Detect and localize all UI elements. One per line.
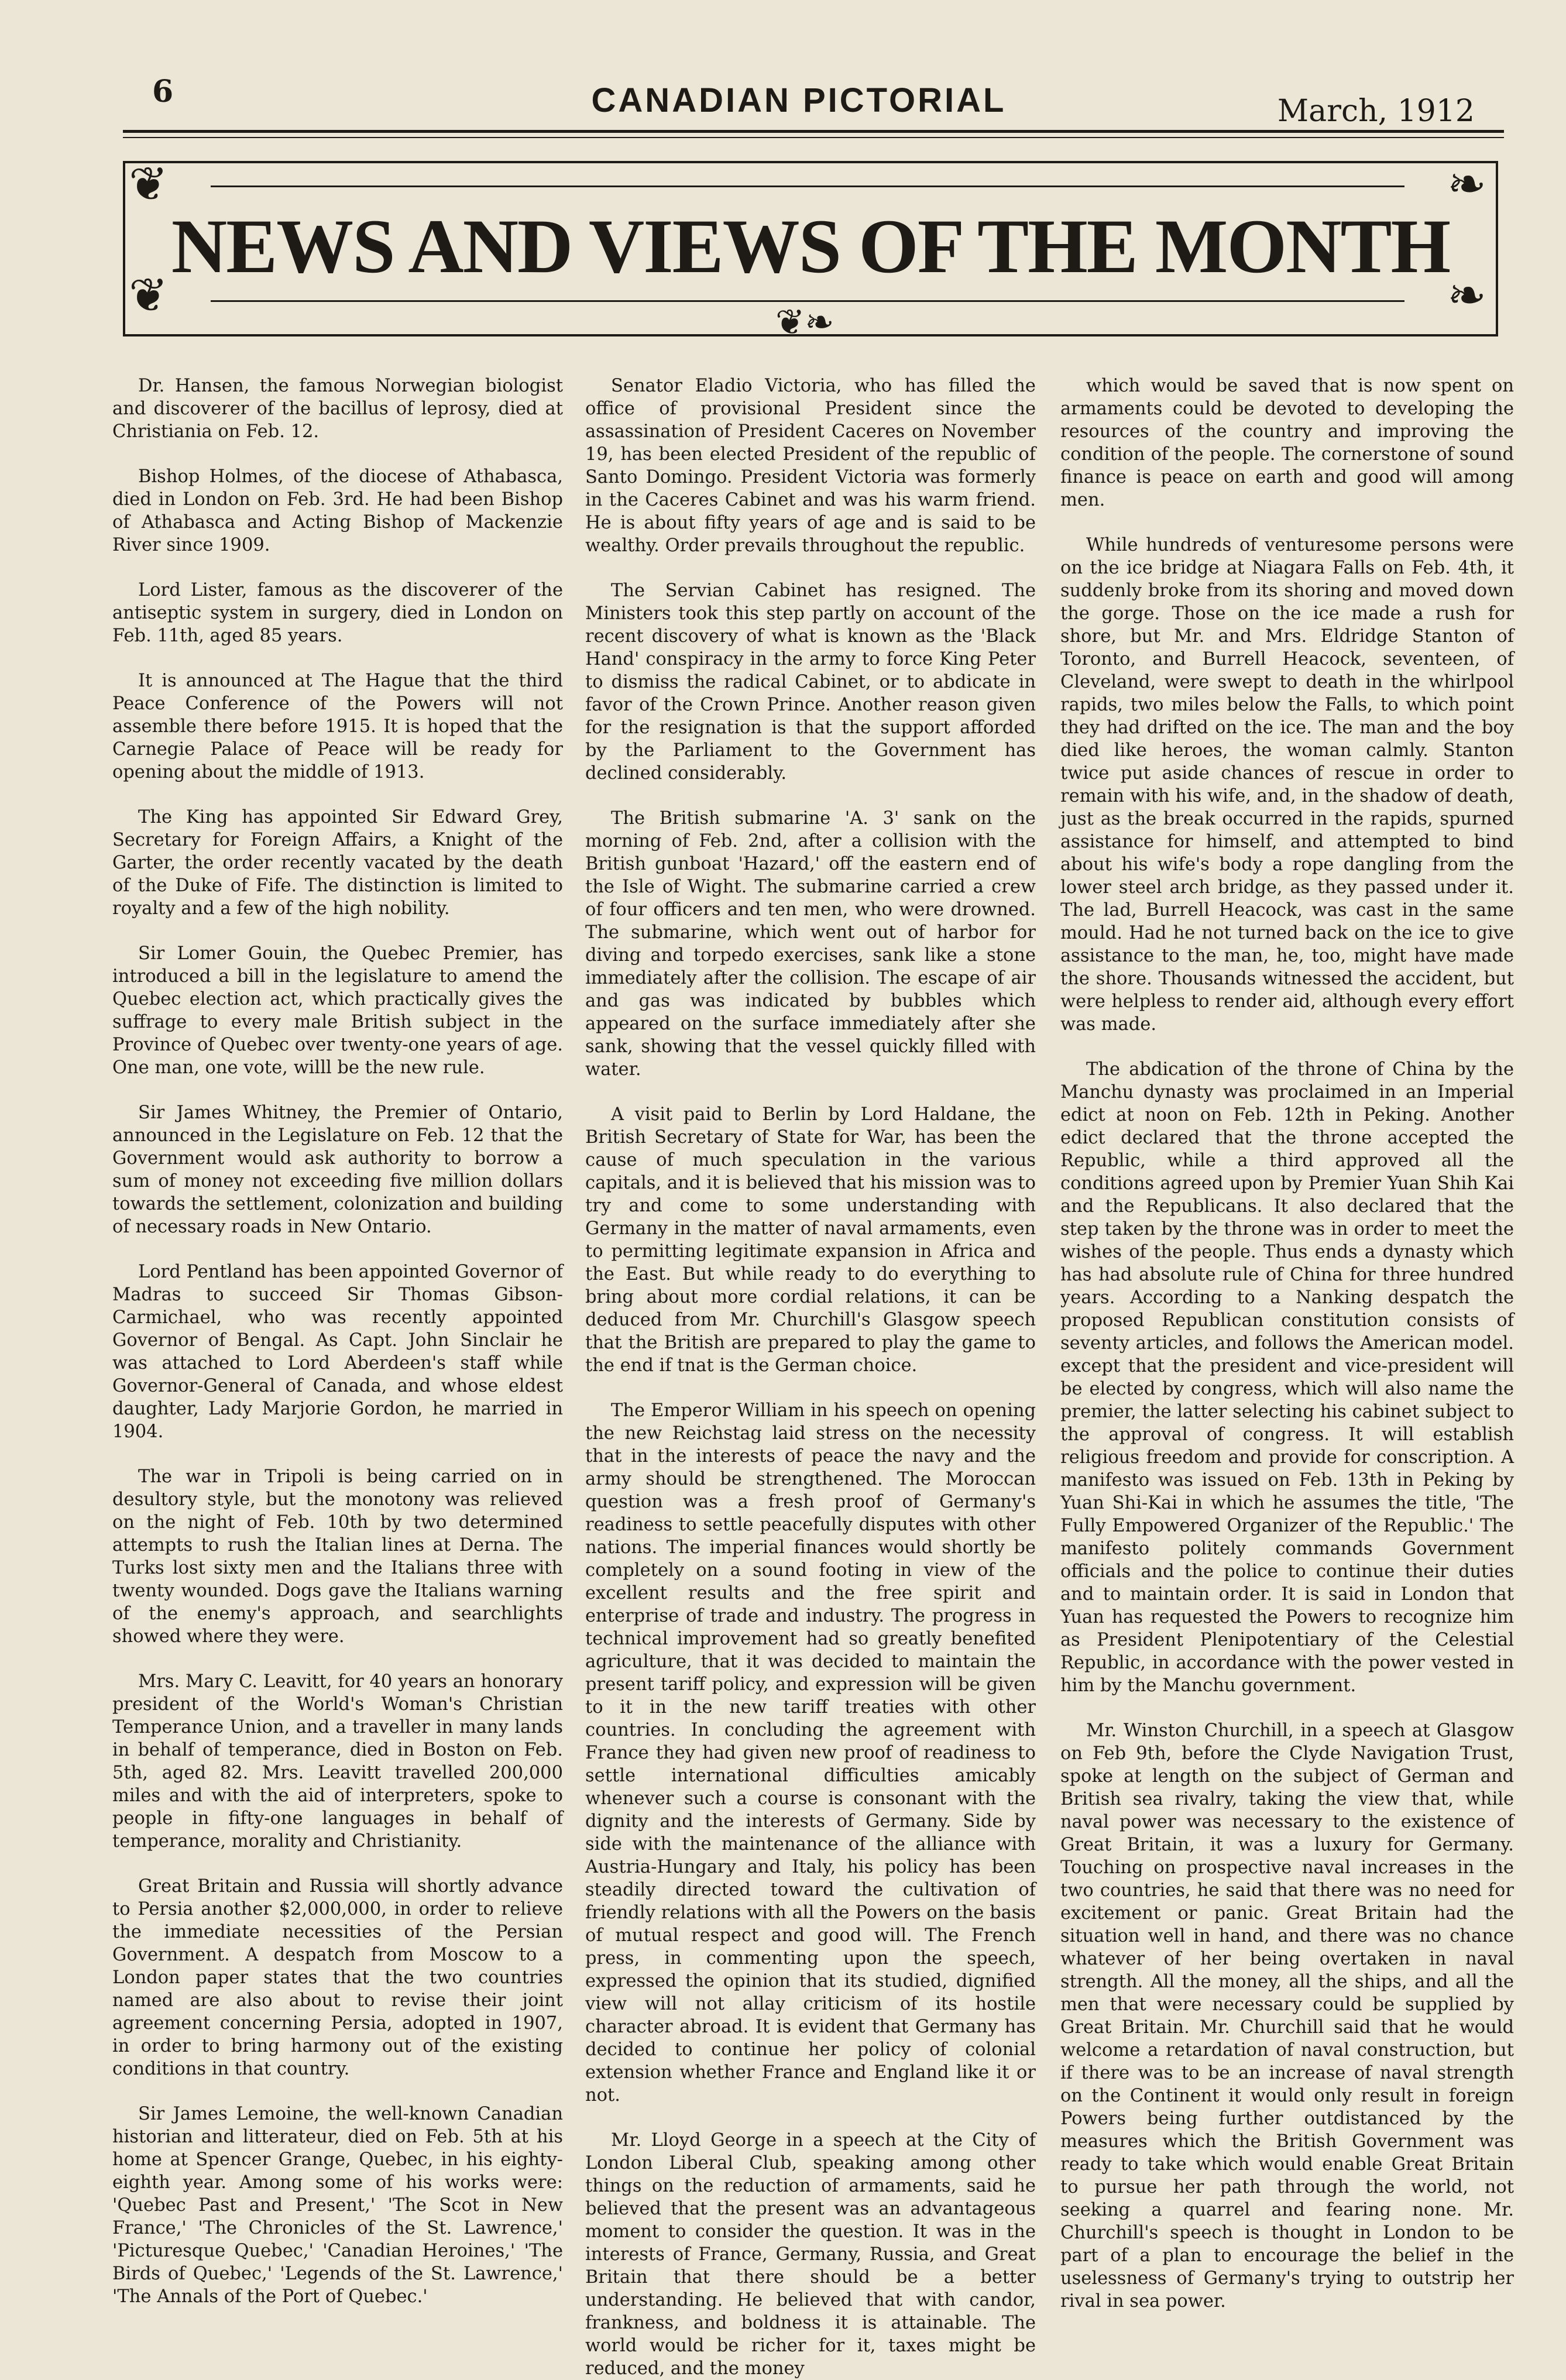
article-column-3 (1060, 375, 1514, 2329)
news-paragraph: Sir James Whitney, the Premier of Ontario, announced in the Legislature on Feb. 12 that the Government would ask authority to borrow a sum of money not exceeding five million dollars towards the settlement, colonization and building of necessary roads in New Ontario. (112, 1103, 563, 1237)
news-paragraph: Mr. Lloyd George in a speech at the City of London Liberal Club, speaking among other things on the reduction of armaments, said he believed that the present was an advantageous moment to consider the question. It was in the interests of France, Germany, Russia, and Great Britain that there should be a better understanding. He believed that with candor, frankness, and boldness it is attainable. The world would be richer for it, taxes might be reduced, and the money (585, 2130, 1036, 2379)
publication-title: CANADIAN PICTORIAL (591, 81, 1007, 119)
scroll-flourish-icon: ❦ (129, 268, 169, 322)
news-paragraph: Sir Lomer Gouin, the Quebec Premier, has introduced a bill in the legislature to amend the Quebec election act, which practically gives the suffrage to every male British subject in the Province of Quebec over twenty-one years of age. One man, one vote, willl be the new rule. (112, 943, 563, 1078)
news-paragraph: The Emperor William in his speech on opening the new Reichstag laid stress on the necessity that in the interests of peace the navy and the army should be strengthened. The Moroccan question was a fresh proof of Germany's readiness to settle peacefully disputes with other nations. The imperial finances would shortly be completely on a sound footing in view of the excellent results and the free spirit and enterprise of trade and industry. The progress in technical improvement had so greatly benefited agriculture, that it was decided to maintain the present tariff policy, and expression will be given to it in the new tariff treaties with other countries. In concluding the agreement with France they had given new proof of readiness to settle international difficulties amicably whenever such a course is consonant with the dignity and the interests of Germany. Side by side with the maintenance of the alliance with Austria-Hungary and Italy, his policy has been steadily directed toward the cultivation of friendly relations with all the Powers on the basis of mutual respect and good will. The French press, in commenting upon the speech, expressed the opinion that its studied, dignified view will not allay criticism of its hostile character abroad. It is evident that Germany has decided to continue her policy of colonial extension whether France and England like it or not. (585, 1400, 1036, 2106)
news-paragraph: The British submarine 'A. 3' sank on the morning of Feb. 2nd, after a collision with the British gunboat 'Hazard,' off the eastern end of the Isle of Wight. The submarine carried a crew of four officers and ten men, who were drowned. The submarine, which went out of harbor for diving and torpedo exercises, sank like a stone immediately after the collision. The escape of air and gas was indicated by bubbles which appeared on the surface immediately after she sank, showing that the vessel quickly filled with water. (585, 808, 1036, 1080)
news-paragraph: Sir James Lemoine, the well-known Canadian historian and litterateur, died on Feb. 5th at his home at Spencer Grange, Quebec, in his eighty-eighth year. Among some of his works were: 'Quebec Past and Present,' 'The Scot in New France,' 'The Chronicles of the St. Lawrence,' 'Picturesque Quebec,' 'Canadian Heroines,' 'The Birds of Quebec,' 'Legends of the St. Lawrence,' 'The Annals of the Port of Quebec.' (112, 2104, 563, 2307)
page-number: 6 (152, 74, 174, 109)
scroll-flourish-icon: ❧ (1447, 157, 1486, 211)
news-paragraph: The war in Tripoli is being carried on in desultory style, but the monotony was relieved on the night of Feb. 10th by two determined attempts to rush the Italian lines at Derna. The Turks lost sixty men and the Italians three with twenty wounded. Dogs gave the Italians warning of the enemy's approach, and searchlights showed where they were. (112, 1467, 563, 1647)
scroll-flourish-icon: ❦ (129, 157, 169, 211)
news-paragraph: Bishop Holmes, of the diocese of Athabasca, died in London on Feb. 3rd. He had been Bishop of Athabasca and Acting Bishop of Mackenzie River since 1909. (112, 466, 563, 555)
running-header (123, 70, 1475, 129)
section-banner (123, 157, 1498, 343)
section-title: NEWS AND VIEWS OF THE MONTH (171, 203, 1450, 289)
news-paragraph: The Servian Cabinet has resigned. The Ministers took this step partly on account of the recent discovery of what is known as the 'Black Hand' conspiracy in the army to force King Peter to dismiss the radical Cabinet, or to abdicate in favor of the Crown Prince. Another reason given for the resignation is that the support afforded by the Parliament to the Government has declined considerably. (585, 581, 1036, 784)
news-paragraph: Mr. Winston Churchill, in a speech at Glasgow on Feb 9th, before the Clyde Navigation Trust, spoke at length on the subject of German and British sea rivalry, taking the view that, while naval power was necessary to the existence of Great Britain, it was a luxury for Germany. Touching on prospective naval increases in the two countries, he said that there was no need for excitement or panic. Great Britain had the situation well in hand, and there was no chance whatever of her being overtaken in naval strength. All the money, all the ships, and all the men that were necessary could be supplied by Great Britain. Mr. Churchill said that he would welcome a retardation of naval construction, but if there was to be an increase of naval strength on the Continent it would only result in foreign Powers being further outdistanced by the measures which the British Government was ready to take which would enable Great Britain to pursue her path through the world, not seeking a quarrel and fearing none. Mr. Churchill's speech is thought in London to be part of a plan to encourage the belief in the uselessness of Germany's trying to outstrip her rival in sea power. (1060, 1720, 1514, 2312)
news-paragraph: While hundreds of venturesome persons were on the ice bridge at Niagara Falls on Feb. 4th, it suddenly broke from its shoring and moved down the gorge. Those on the ice made a rush for shore, but Mr. and Mrs. Eldridge Stanton of Toronto, and Burrell Heacock, seventeen, of Cleveland, were swept to death in the whirlpool rapids, two miles below the Falls, to which point they had drifted on the ice. The man and the boy died like heroes, the woman calmly. Stanton twice put aside chances of rescue in order to remain with his wife, and, in the shadow of death, just as the break occurred in the rapids, spurned assistance for himself, and attempted to bind about his wife's body a rope dangling from the lower steel arch bridge, as they passed under it. The lad, Burrell Heacock, was cast in the same mould. Had he not turned back on the ice to give assistance to the man, he, too, might have made the shore. Thousands witnessed the accident, but were helpless to render aid, although every effort was made. (1060, 535, 1514, 1035)
news-paragraph: Mrs. Mary C. Leavitt, for 40 years an honorary president of the World's Woman's Christian Temperance Union, and a traveller in many lands in behalf of temperance, died in Boston on Feb. 5th, aged 82. Mrs. Leavitt travelled 200,000 miles and with the aid of interpreters, spoke to people in fifty-one languages in behalf of temperance, morality and Christianity. (112, 1671, 563, 1852)
scroll-flourish-icon: ❧ (1447, 268, 1486, 322)
banner-top-rule (211, 186, 1404, 187)
issue-date: March, 1912 (1277, 94, 1475, 129)
news-paragraph: It is announced at The Hague that the third Peace Conference of the Powers will not assemble there before 1915. It is hoped that the Carnegie Palace of Peace will be ready for opening about the middle of 1913. (112, 671, 563, 782)
center-ornament-icon: ❦❧ (775, 302, 834, 343)
news-paragraph: Dr. Hansen, the famous Norwegian biologist and discoverer of the bacillus of leprosy, died at Christiania on Feb. 12. (112, 376, 563, 442)
article-column-2 (585, 375, 1036, 2379)
news-paragraph: The King has appointed Sir Edward Grey, Secretary for Foreign Affairs, a Knight of the Garter, the order recently vacated by the death of the Duke of Fife. The distinction is limited to royalty and a few of the high nobility. (112, 807, 563, 919)
news-paragraph: which would be saved that is now spent on armaments could be devoted to developing the resources of the country and improving the condition of the people. The cornerstone of sound finance is peace on earth and good will among men. (1060, 376, 1514, 510)
news-paragraph: The abdication of the throne of China by the Manchu dynasty was proclaimed in an Imperial edict at noon on Feb. 12th in Peking. Another edict declared that the throne accepted the Republic, while a third approved all the conditions agreed upon by Premier Yuan Shih Kai and the Republicans. It also declared that the step taken by the throne was in order to meet the wishes of the people. Thus ends a dynasty which has had absolute rule of China for three hundred years. According to a Nanking despatch the proposed Republican constitution consists of seventy articles, and follows the American model. except that the president and vice-president will be elected by congress, which will also name the premier, the latter selecting his cabinet subject to the approval of congress. It will establish religious freedom and provide for conscription. A manifesto was issued on Feb. 13th in Peking by Yuan Shi-Kai in which he assumes the title, 'The Fully Empowered Organizer of the Republic.' The manifesto politely commands Government officials and the police to continue their duties and to maintain order. It is said in London that Yuan has requested the Powers to recognize him as President Plenipotentiary of the Celestial Republic, in accordance with the power vested in him by the Manchu government. (1060, 1059, 1514, 1696)
news-paragraph: Lord Pentland has been appointed Governor of Madras to succeed Sir Thomas Gibson-Carmichael, who was recently appointed Governor of Bengal. As Capt. John Sinclair he was attached to Lord Aberdeen's staff while Governor-General of Canada, and whose eldest daughter, Lady Marjorie Gordon, he married in 1904. (112, 1262, 563, 1442)
news-paragraph: Lord Lister, famous as the discoverer of the antiseptic system in surgery, died in London on Feb. 11th, aged 85 years. (112, 580, 563, 646)
article-column-1 (112, 375, 563, 2329)
news-paragraph: A visit paid to Berlin by Lord Haldane, the British Secretary of State for War, has been the cause of much speculation in the various capitals, and it is believed that his mission was to try and come to some understanding with Germany in the matter of naval armaments, even to permitting legitimate expansion in Africa and the East. But while ready to do everything to bring about more cordial relations, it can be deduced from Mr. Churchill's Glasgow speech that the British are prepared to play the game to the end if tnat is the German choice. (585, 1104, 1036, 1376)
header-rule-thin (123, 137, 1504, 138)
news-paragraph: Great Britain and Russia will shortly advance to Persia another $2,000,000, in order to relieve the immediate necessities of the Persian Government. A despatch from Moscow to a London paper states that the two countries named are also about to revise their joint agreement concerning Persia, adopted in 1907, in order to bring harmony out of the existing conditions in that country. (112, 1876, 563, 2079)
header-rule-thick (123, 130, 1504, 133)
news-paragraph: Senator Eladio Victoria, who has filled the office of provisional President since the assassination of President Caceres on November 19, has been elected President of the republic of Santo Domingo. President Victoria was formerly in the Caceres Cabinet and was his warm friend. He is about fifty years of age and is said to be wealthy. Order prevails throughout the republic. (585, 376, 1036, 556)
